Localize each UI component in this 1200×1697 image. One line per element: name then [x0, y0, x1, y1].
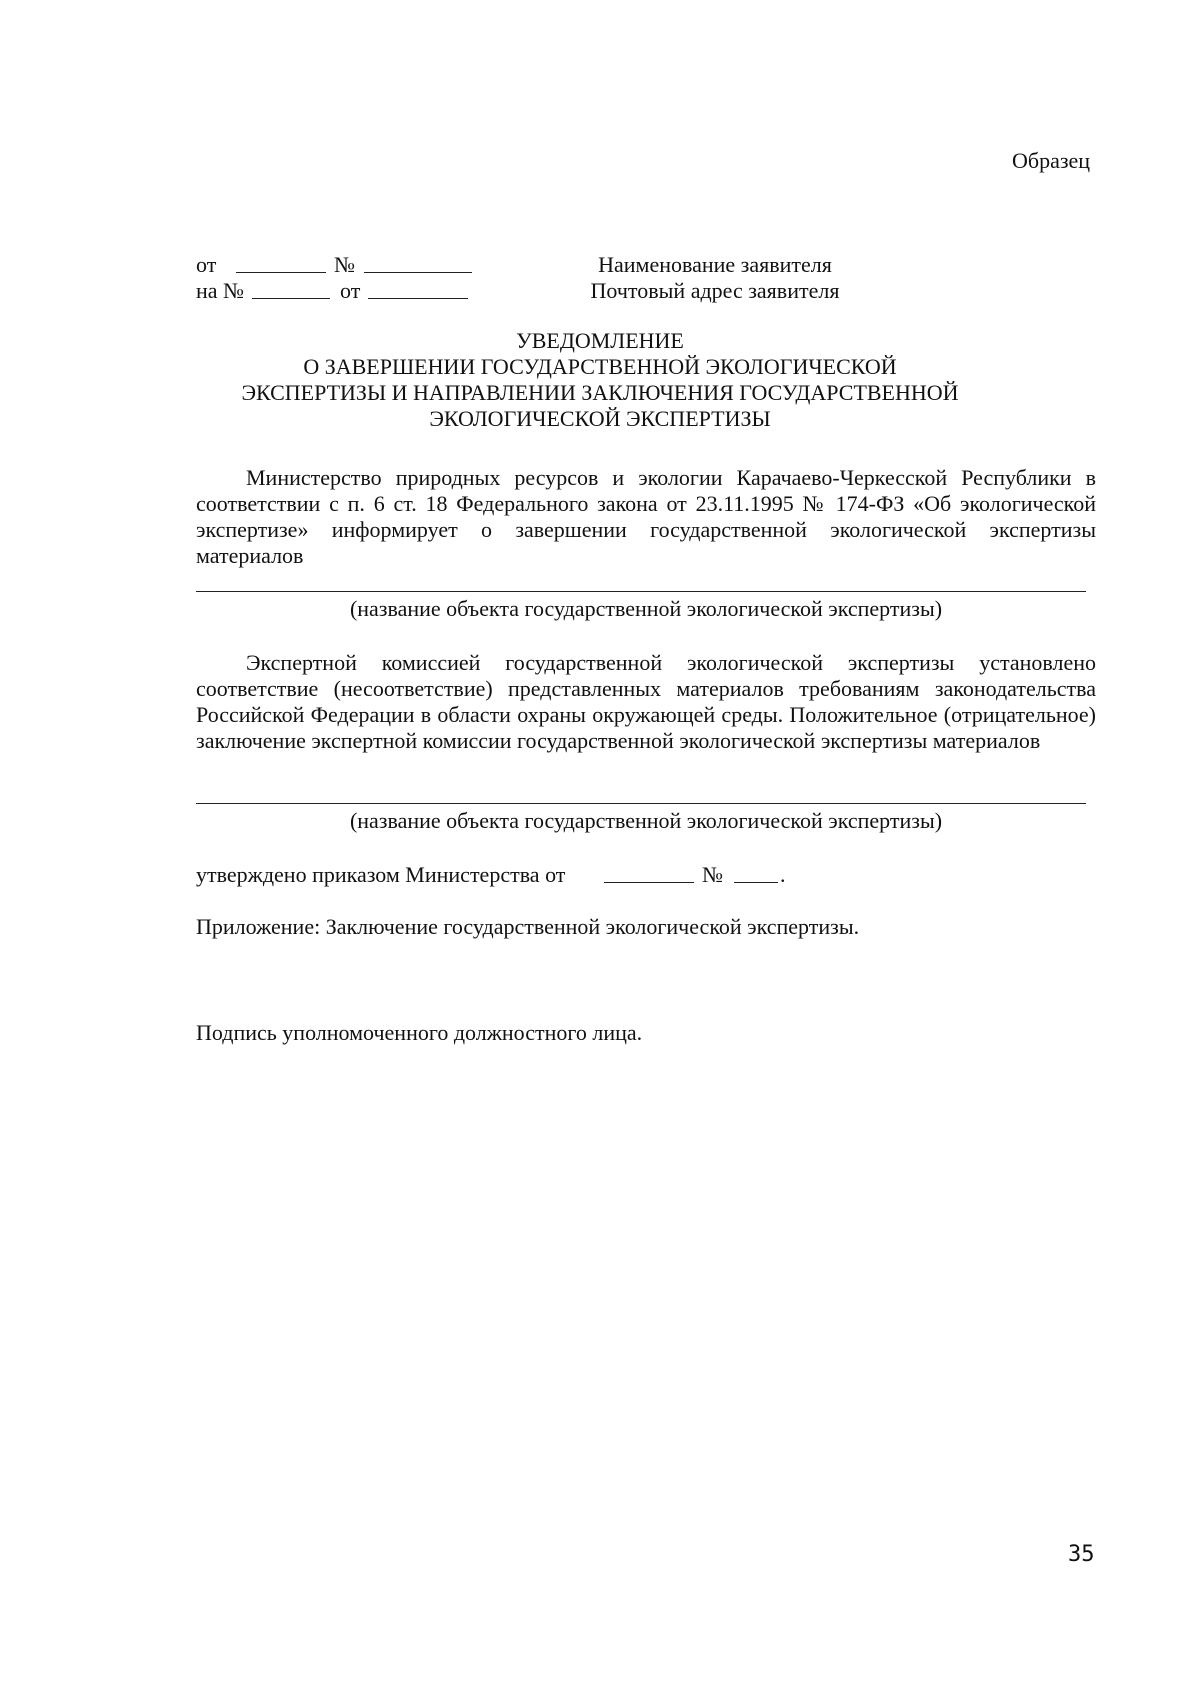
meta-row-2 — [196, 278, 496, 304]
applicant-name: Наименование заявителя — [598, 252, 832, 277]
reply-number-blank — [252, 298, 330, 299]
from-label: от — [196, 252, 217, 277]
approval-line — [196, 862, 896, 888]
number-blank — [364, 272, 472, 273]
date-blank — [236, 272, 326, 273]
paragraph-2 — [196, 650, 1096, 754]
approval-number-blank — [734, 882, 778, 883]
sample-label: Образец — [1012, 148, 1091, 173]
title-line-4: ЭКОЛОГИЧЕСКОЙ ЭКСПЕРТИЗЫ — [429, 406, 771, 431]
approval-text: утверждено приказом Министерства от — [196, 862, 566, 887]
title-line-3: ЭКСПЕРТИЗЫ И НАПРАВЛЕНИИ ЗАКЛЮЧЕНИЯ ГОСУДАРСТВЕННОЙ — [241, 380, 959, 405]
signature-line: Подпись уполномоченного должностного лица. — [196, 1020, 643, 1045]
approval-date-blank — [604, 882, 694, 883]
approval-number-label: № — [702, 862, 723, 887]
from-label-2: от — [340, 278, 361, 303]
attachment-line: Приложение: Заключение государственной экологической экспертизы. — [196, 914, 860, 939]
paragraph-1-text: Министерство природных ресурсов и экологии Карачаево-Черкесской Республики в соответствии с п. 6 ст. 18 Федерального закона от 23.11.1995 № 174-ФЗ «Об экологической экспертизе» информирует о завершении государственной экологической экспертизы материалов — [196, 465, 1096, 568]
page-number: 35 — [1068, 1542, 1095, 1567]
object-caption-2: (название объекта государственной экологической экспертизы) — [349, 808, 943, 833]
in-reply-label: на № — [196, 278, 245, 303]
object-name-line-2 — [196, 803, 1086, 804]
title-line-2: О ЗАВЕРШЕНИИ ГОСУДАРСТВЕННОЙ ЭКОЛОГИЧЕСКОЙ — [303, 354, 897, 379]
object-name-line-1 — [196, 591, 1086, 592]
meta-row-1 — [196, 252, 496, 278]
object-caption-1: (название объекта государственной экологической экспертизы) — [349, 596, 943, 621]
approval-end: . — [780, 862, 786, 887]
reply-date-blank — [368, 298, 468, 299]
applicant-address: Почтовый адрес заявителя — [590, 278, 840, 303]
paragraph-1 — [196, 465, 1096, 569]
document-title — [150, 328, 1050, 432]
paragraph-2-text: Экспертной комиссией государственной экологической экспертизы установлено соответствие (несоответствие) представленных материалов требованиям законодательства Российской Федерации в области охраны окружающей среды. Положительное (отрицательное) заключение экспертной комиссии государственной экологической экспертизы материалов — [196, 650, 1096, 753]
number-label: № — [334, 252, 355, 277]
title-line-1: УВЕДОМЛЕНИЕ — [516, 328, 684, 353]
